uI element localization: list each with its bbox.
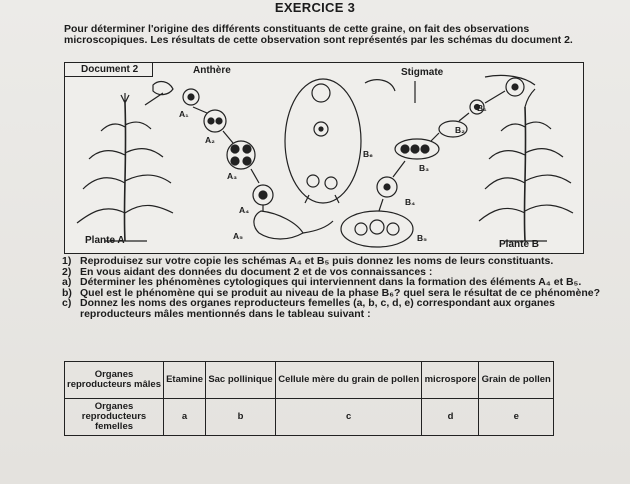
plante-a-label: Plante A (85, 235, 125, 246)
intro-paragraph: Pour déterminer l'origine des différents constituants de cette graine, on fait des observations microscopiques. Les résultats de cette observation sont représentés par les schémas du document 2. (64, 23, 573, 46)
exercise-title: EXERCICE 3 (274, 0, 356, 15)
table-cell: Etamine (164, 362, 206, 399)
anthere-label: Anthère (193, 65, 231, 76)
question-number: 1) (62, 255, 72, 267)
question-text: Quel est le phénomène qui se produit au niveau de la phase B₆? quel sera le résultat de ce phénomène? (80, 286, 600, 299)
organs-table (64, 361, 554, 436)
table-cell: c (275, 399, 422, 436)
table-cell: d (422, 399, 479, 436)
table-cell: a (164, 399, 206, 436)
table-cell: Cellule mère du grain de pollen (275, 362, 422, 399)
label-a5: A₅ (233, 231, 244, 241)
diagram-illustration (65, 63, 585, 255)
table-cell: microspore (422, 362, 479, 399)
question-number: a) (62, 276, 72, 288)
question-2c (62, 298, 602, 319)
stigmate-label: Stigmate (401, 67, 444, 78)
label-a2: A₂ (205, 135, 215, 145)
questions-list (62, 256, 602, 319)
label-b5: B₅ (417, 233, 428, 243)
document-2-diagram (64, 62, 584, 254)
question-number: b) (62, 286, 72, 299)
label-b3: B₃ (419, 163, 430, 173)
label-b1: B₁ (477, 103, 487, 113)
table-cell: Sac pollinique (206, 362, 276, 399)
question-text: En vous aidant des données du document 2 et de vos connaissances : (80, 265, 433, 278)
plante-b-label: Plante B (499, 239, 540, 250)
document-label: Document 2 (65, 63, 153, 77)
label-b4: B₄ (405, 197, 416, 207)
table-cell: b (206, 399, 276, 436)
question-text: Déterminer les phénomènes cytologiques qui interviennent dans la formation des éléments A₄ et B₅. (80, 276, 582, 288)
question-text: Reproduisez sur votre copie les schémas A₄ et B₅ puis donnez les noms de leurs constituants. (80, 255, 554, 267)
table-cell: Organes reproducteurs femelles (65, 399, 164, 436)
question-number: 2) (62, 265, 72, 278)
question-text: Donnez les noms des organes reproducteurs femelles (a, b, c, d, e) correspondant aux organes reproducteurs mâles mentionnés dans le tableau suivant : (80, 297, 555, 320)
table-cell: Grain de pollen (479, 362, 554, 399)
table-cell: Organes reproducteurs mâles (65, 362, 164, 399)
label-a4: A₄ (239, 205, 250, 215)
table-row (65, 362, 554, 399)
label-a1: A₁ (179, 109, 189, 119)
label-b6: B₆ (363, 149, 373, 159)
table-cell: e (479, 399, 554, 436)
label-b2: B₂ (455, 125, 465, 135)
label-a3: A₃ (227, 171, 238, 181)
question-number: c) (62, 297, 72, 309)
table-row (65, 399, 554, 436)
